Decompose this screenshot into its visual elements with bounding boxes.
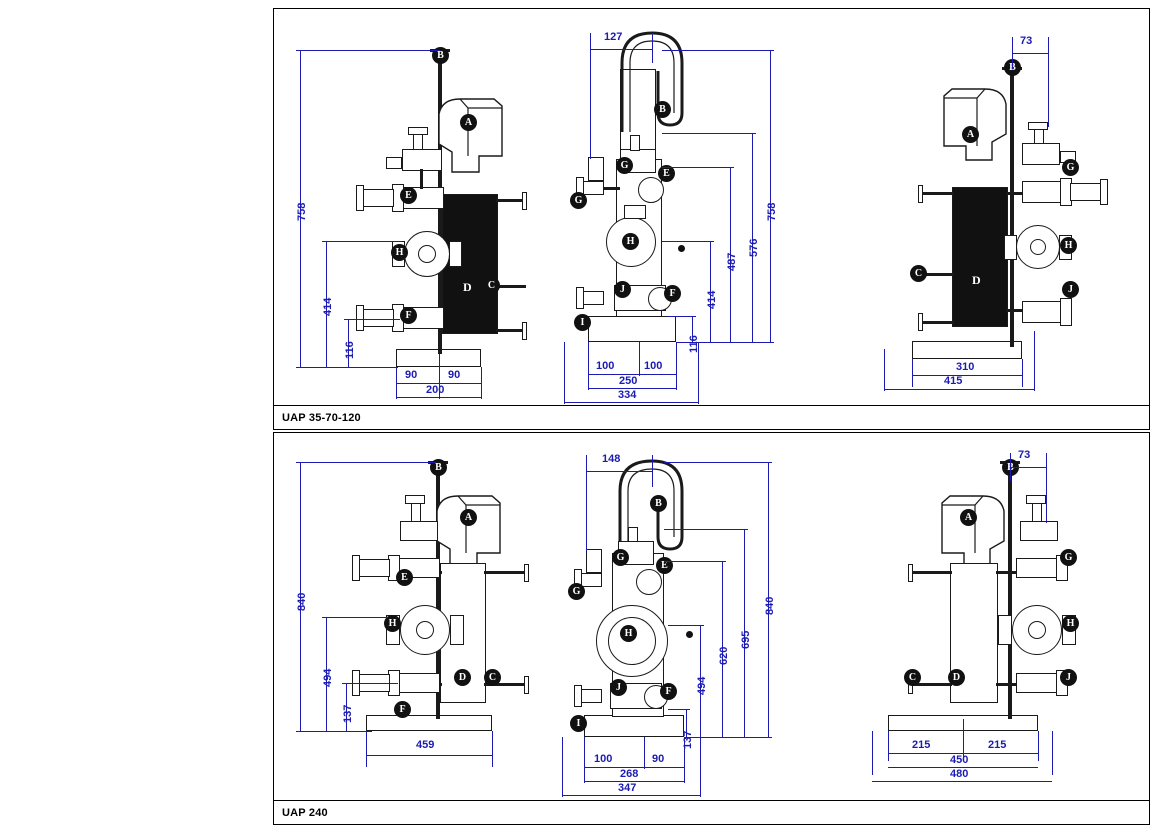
bot-dim-100: 100: [594, 753, 613, 765]
label-d: D: [463, 280, 472, 294]
bot-rear-top-stem: [1032, 503, 1042, 522]
dim-127: 127: [604, 31, 623, 43]
dimline-310: [912, 375, 1022, 376]
bot-top-fitting: [400, 521, 438, 541]
dimline-73: [1012, 53, 1048, 54]
dimline-758b: [770, 50, 771, 342]
caption-uap-35-70-120: UAP 35-70-120: [274, 405, 1149, 429]
bot-side-callout-b: B: [650, 495, 667, 512]
side-dot-marker: [678, 245, 685, 252]
dim-200: 200: [426, 384, 445, 396]
bot-ext-347-r: [700, 737, 701, 797]
bot-callout-h: H: [384, 615, 401, 632]
bot-dimline-73: [1010, 467, 1046, 468]
dim-100-left: 100: [596, 360, 615, 372]
ext-487-top: [662, 167, 734, 168]
pump-flange-right: [449, 241, 462, 267]
side-callout-b: B: [654, 101, 671, 118]
rear-callout-j: J: [1062, 281, 1079, 298]
bot-ext-268-m: [644, 737, 645, 769]
ext-250-mid: [639, 342, 640, 376]
bot-lower-valve: [398, 673, 440, 693]
top-fitting-body: [402, 149, 442, 171]
side-callout-f: F: [664, 285, 681, 302]
side-branch-left: [582, 181, 604, 195]
bot-ext-840-top: [296, 462, 436, 463]
bot-rear-top-cap: [1026, 495, 1046, 504]
bot-callout-a: A: [460, 509, 477, 526]
bot-rear-pump-hub: [1028, 621, 1046, 639]
ext-250-left: [588, 342, 589, 390]
top-front-view: [274, 9, 574, 399]
bot-dim-215-l: 215: [912, 739, 931, 751]
bot-rear-callout-j: J: [1060, 669, 1077, 686]
bot-side-gauge: [636, 569, 662, 595]
side-callout-g1: G: [616, 157, 633, 174]
bot-dim-620: 620: [718, 646, 730, 665]
bot-dim-137: 137: [342, 704, 354, 723]
bot-side-small-valve: [586, 549, 602, 573]
bot-dim-215-r: 215: [988, 739, 1007, 751]
bot-ext-73-r: [1046, 453, 1047, 523]
dim-758b: 758: [766, 202, 778, 221]
dim-576: 576: [748, 238, 760, 257]
bot-rear-upper-valve: [1016, 558, 1058, 578]
bot-callout-c: C: [484, 669, 501, 686]
bot-side-branch: [580, 573, 602, 587]
bot-ext-494-top: [322, 617, 388, 618]
bot-dim-480: 480: [950, 768, 969, 780]
bot-ext-148-r: [652, 455, 653, 487]
bot-dim-137b: 137: [682, 730, 694, 749]
insulation-shell: [434, 94, 509, 189]
dimline-127: [590, 49, 652, 50]
dim-116b: 116: [688, 335, 700, 353]
rear-lower-valve: [1022, 301, 1062, 323]
ext-415-right: [1034, 331, 1035, 391]
bot-dimline-480: [872, 781, 1052, 782]
ext-127-left: [590, 33, 591, 159]
rear-insulation-shell: [940, 84, 1018, 176]
rear-pump-flange-l: [1004, 235, 1017, 260]
bot-top-stem: [411, 503, 421, 522]
rear-callout-a: A: [962, 126, 979, 143]
bot-ext-450-r: [1038, 731, 1039, 761]
bot-dimline-148: [586, 471, 652, 472]
bot-side-callout-j: J: [610, 679, 627, 696]
rear-upper-valve: [1022, 181, 1062, 203]
ext-310-right: [1022, 359, 1023, 387]
side-drain-cap: [576, 287, 584, 309]
rear-flange-top: [918, 185, 923, 203]
bot-upper-stub: [358, 559, 390, 577]
ext-116-top: [344, 319, 400, 320]
ext-200-right: [481, 367, 482, 399]
callout-f: F: [400, 307, 417, 324]
bot-dim-148: 148: [602, 453, 621, 465]
rear-upper-stub: [1070, 183, 1102, 201]
bot-dimline-90: [644, 767, 684, 768]
bot-ext-268-l: [584, 737, 585, 783]
bot-callout-b: B: [430, 459, 447, 476]
ext-127-right: [652, 33, 653, 63]
bot-side-callout-g2: G: [568, 583, 585, 600]
bot-side-callout-g1: G: [612, 549, 629, 566]
ext-414b-top: [662, 241, 714, 242]
ext-414-top: [322, 241, 402, 242]
bot-dim-840: 840: [296, 592, 308, 611]
ext-758b-top: [662, 50, 774, 51]
bot-ext-459-r: [492, 731, 493, 767]
bot-ext-480-r: [1052, 731, 1053, 775]
ext-310-left: [912, 359, 913, 387]
bot-ext-840b-top: [664, 462, 772, 463]
bot-pump-flange-r: [450, 615, 464, 645]
bot-rear-callout-a: A: [960, 509, 977, 526]
rear-port-top-left: [922, 192, 954, 195]
bot-side-stem: [628, 527, 638, 542]
ext-576-top: [662, 133, 756, 134]
bot-side-callout-f: F: [660, 683, 677, 700]
dim-414b: 414: [706, 290, 718, 309]
callout-a: A: [460, 114, 477, 131]
dim-415: 415: [944, 375, 963, 387]
side-callout-h: H: [622, 233, 639, 250]
bot-dim-268: 268: [620, 768, 639, 780]
bot-dimline-215-r: [963, 753, 1038, 754]
rear-top-cap2: [1028, 122, 1048, 130]
dim-250: 250: [619, 375, 638, 387]
bot-rear-top-fitting: [1020, 521, 1058, 541]
rear-callout-b: B: [1004, 59, 1021, 76]
bot-ext-695-top: [664, 529, 748, 530]
callout-b: B: [432, 47, 449, 64]
dimline-200: [396, 397, 481, 398]
rear-upper-endcap: [1100, 179, 1108, 205]
dim-116: 116: [344, 341, 356, 359]
bot-callout-e: E: [396, 569, 413, 586]
callout-c: C: [483, 277, 500, 294]
bot-dim-695: 695: [740, 630, 752, 649]
bot-rear-callout-b: B: [1002, 459, 1019, 476]
dim-73: 73: [1020, 35, 1033, 47]
rear-pump-hub: [1030, 239, 1046, 255]
dimline-576: [752, 133, 753, 342]
side-valve-stem: [630, 135, 640, 151]
upper-pipe-stub: [362, 189, 394, 207]
ext-334-left: [564, 342, 565, 404]
bot-front-view: [274, 433, 574, 803]
exchanger-flange-top: [522, 192, 527, 210]
bot-ext-459-l: [366, 731, 367, 767]
callout-e: E: [400, 187, 417, 204]
bot-rear-callout-c: C: [904, 669, 921, 686]
rear-callout-g: G: [1062, 159, 1079, 176]
dim-758: 758: [296, 202, 308, 221]
dim-414: 414: [322, 297, 334, 316]
dim-90-left: 90: [405, 369, 418, 381]
side-pump-neck: [624, 205, 646, 219]
top-fitting-stem: [413, 134, 423, 150]
bot-ext-840b-bot: [684, 737, 772, 738]
bot-base-plate: [366, 715, 492, 731]
ext-758-top: [296, 50, 440, 51]
panel-uap-35-70-120: [273, 8, 1150, 430]
lower-pipe-stub: [362, 309, 394, 327]
bot-callout-f: F: [394, 701, 411, 718]
side-callout-g2: G: [570, 192, 587, 209]
dim-90-right: 90: [448, 369, 461, 381]
bot-flange-top: [524, 564, 529, 582]
top-fitting-cap: [408, 127, 428, 135]
bot-dim-494b: 494: [696, 676, 708, 695]
side-callout-j: J: [614, 281, 631, 298]
dim-310: 310: [956, 361, 975, 373]
bot-dim-494: 494: [322, 668, 334, 687]
bot-side-callout-h: H: [620, 625, 637, 642]
rear-callout-c: C: [910, 265, 927, 282]
rear-base-plate: [912, 341, 1022, 359]
bot-rear-lower-valve: [1016, 673, 1058, 693]
side-branch-link: [604, 187, 620, 190]
bot-ext-450-l: [888, 731, 889, 761]
rear-top-stem: [1034, 129, 1044, 144]
rear-label-d: D: [972, 273, 981, 287]
bot-rear-callout-g: G: [1060, 549, 1077, 566]
side-base-plate: [588, 316, 676, 342]
bot-callout-d: D: [454, 669, 471, 686]
bot-dimline-459: [366, 755, 492, 756]
ext-415-left: [884, 349, 885, 391]
upper-end-cap: [356, 185, 364, 211]
bot-rear-callout-d: D: [948, 669, 965, 686]
bot-ext-268-r: [684, 737, 685, 783]
ext-73-right: [1048, 37, 1049, 127]
bot-ext-494b-top: [668, 625, 704, 626]
dim-334: 334: [618, 389, 637, 401]
ext-334-right: [698, 342, 699, 404]
dimline-90-right: [439, 383, 481, 384]
dim-487: 487: [726, 252, 738, 271]
bot-ext-148-l: [586, 455, 587, 551]
side-callout-i: I: [574, 314, 591, 331]
rear-callout-h: H: [1060, 237, 1077, 254]
bot-ext-480-l: [872, 731, 873, 775]
bot-flange-bottom: [524, 676, 529, 694]
top-fitting-side: [386, 157, 402, 169]
bot-rear-flange-t: [908, 564, 913, 582]
bot-rear-callout-h: H: [1062, 615, 1079, 632]
rear-flange-bottom: [918, 313, 923, 331]
bot-pump-hub: [416, 621, 434, 639]
bot-rear-view: [772, 433, 1152, 813]
ext-250-right: [676, 342, 677, 390]
bot-ext-137-top: [342, 683, 398, 684]
bot-rear-port-tl: [912, 571, 952, 574]
panel-uap-240: [273, 432, 1150, 825]
callout-h: H: [391, 244, 408, 261]
rear-heat-exchanger: [952, 187, 1008, 327]
exchanger-flange-bottom: [522, 322, 527, 340]
dimline-100-right: [639, 374, 676, 375]
pump-hub: [418, 245, 436, 263]
bot-dim-450: 450: [950, 754, 969, 766]
bot-ext-347-l: [562, 737, 563, 797]
bot-top-cap: [405, 495, 425, 504]
rear-lower-union: [1060, 298, 1072, 326]
bot-side-dot: [686, 631, 693, 638]
top-rear-view: [772, 9, 1152, 399]
rear-port-bottom-left: [922, 321, 954, 324]
top-fitting-riser: [420, 169, 423, 189]
bot-side-callout-i: I: [570, 715, 587, 732]
bot-ext-620-top: [664, 561, 726, 562]
bot-dim-459: 459: [416, 739, 435, 751]
side-gauge: [638, 177, 664, 203]
dim-100-right: 100: [644, 360, 663, 372]
bot-dimline-347: [562, 795, 700, 796]
bot-dim-90: 90: [652, 753, 665, 765]
bot-side-drain: [580, 689, 602, 703]
bot-side-callout-e: E: [656, 557, 673, 574]
bot-rear-pump-fl: [998, 615, 1012, 645]
bot-dim-73: 73: [1018, 449, 1031, 461]
rear-top-fitting: [1022, 143, 1060, 165]
exchanger-port-mid-right: [496, 285, 526, 288]
safety-loop: [604, 27, 694, 137]
bot-upper-endcap: [352, 555, 360, 581]
dimline-334: [564, 402, 698, 403]
bot-side-base: [584, 715, 684, 737]
side-drain-left: [582, 291, 604, 305]
bot-ext-840-bot: [296, 731, 372, 732]
bot-dim-840b: 840: [764, 596, 776, 615]
bot-dim-347: 347: [618, 782, 637, 794]
lower-end-cap: [356, 305, 364, 331]
side-small-valve: [588, 157, 604, 181]
bot-side-drain-cap: [574, 685, 582, 707]
ext-758-bottom: [296, 367, 398, 368]
dimline-415: [884, 389, 1034, 390]
caption-uap-240: UAP 240: [274, 800, 1149, 824]
side-callout-e: E: [658, 165, 675, 182]
bot-port-tr: [484, 571, 528, 574]
